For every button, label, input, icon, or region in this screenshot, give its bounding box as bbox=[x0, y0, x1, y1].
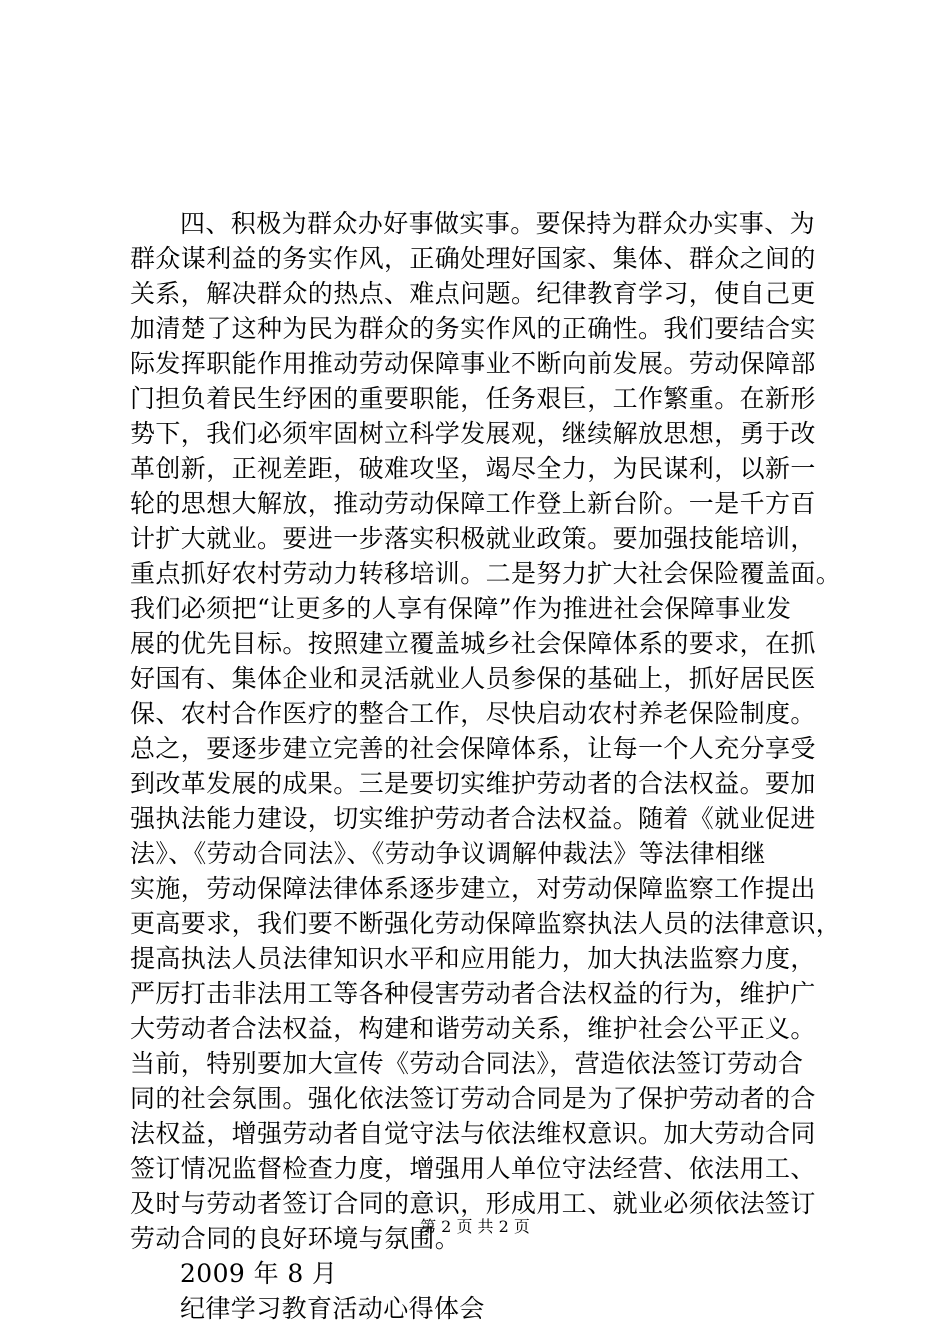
paragraph-line: 劳动合同的良好环境与氛围。 bbox=[130, 1224, 461, 1253]
paragraph-line: 轮的思想大解放，推动劳动保障工作登上新台阶。一是千方百 bbox=[130, 489, 816, 518]
paragraph-line: 更高要求，我们要不断强化劳动保障监察执法人员的法律意识， bbox=[130, 909, 842, 938]
paragraph-line: 保、农村合作医疗的整合工作，尽快启动农村养老保险制度。 bbox=[130, 699, 816, 728]
paragraph-line: 及时与劳动者签订合同的意识，形成用工、就业必须依法签订 bbox=[130, 1189, 816, 1218]
paragraph-line: 法权益，增强劳动者自觉守法与依法维权意识。加大劳动合同 bbox=[130, 1119, 816, 1148]
next-document-title: 纪律学习教育活动心得体会 bbox=[180, 1294, 485, 1323]
paragraph-line: 总之，要逐步建立完善的社会保障体系，让每一个人充分享受 bbox=[130, 734, 816, 763]
paragraph-line: 严厉打击非法用工等各种侵害劳动者合法权益的行为，维护广 bbox=[130, 979, 816, 1008]
paragraph-line: 大劳动者合法权益，构建和谐劳动关系，维护社会公平正义。 bbox=[130, 1014, 816, 1043]
paragraph-line: 法》、《劳动合同法》、《劳动争议调解仲裁法》等法律相继 bbox=[130, 839, 766, 868]
paragraph-line: 四、积极为群众办好事做实事。要保持为群众办实事、为 bbox=[180, 209, 816, 238]
document-body bbox=[130, 206, 850, 1326]
paragraph-line: 门担负着民生纾困的重要职能，任务艰巨，工作繁重。在新形 bbox=[130, 384, 816, 413]
page-footer: 第 2 页 共 2 页 bbox=[420, 1217, 530, 1236]
paragraph-line: 签订情况监督检查力度，增强用人单位守法经营、依法用工、 bbox=[130, 1154, 816, 1183]
paragraph-line: 到改革发展的成果。三是要切实维护劳动者的合法权益。要加 bbox=[130, 769, 816, 798]
paragraph-line: 势下，我们必须牢固树立科学发展观，继续解放思想，勇于改 bbox=[130, 419, 816, 448]
paragraph-line: 计扩大就业。要进一步落实积极就业政策。要加强技能培训， bbox=[130, 524, 816, 553]
paragraph-line: 展的优先目标。按照建立覆盖城乡社会保障体系的要求，在抓 bbox=[130, 629, 816, 658]
paragraph-line: 际发挥职能作用推动劳动保障事业不断向前发展。劳动保障部 bbox=[130, 349, 816, 378]
paragraph-line: 提高执法人员法律知识水平和应用能力，加大执法监察力度， bbox=[130, 944, 816, 973]
paragraph-line: 革创新，正视差距，破难攻坚，竭尽全力，为民谋利，以新一 bbox=[130, 454, 816, 483]
document-date: 2009 年 8 月 bbox=[180, 1259, 338, 1288]
paragraph-line: 加清楚了这种为民为群众的务实作风的正确性。我们要结合实 bbox=[130, 314, 816, 343]
paragraph-line: 好国有、集体企业和灵活就业人员参保的基础上，抓好居民医 bbox=[130, 664, 816, 693]
paragraph-line: 群众谋利益的务实作风，正确处理好国家、集体、群众之间的 bbox=[130, 244, 816, 273]
paragraph-line: 关系，解决群众的热点、难点问题。纪律教育学习，使自己更 bbox=[130, 279, 816, 308]
paragraph-line: 我们必须把“让更多的人享有保障”作为推进社会保障事业发 bbox=[130, 594, 792, 623]
paragraph-line: 重点抓好农村劳动力转移培训。二是努力扩大社会保险覆盖面。 bbox=[130, 559, 842, 588]
paragraph-line: 强执法能力建设，切实维护劳动者合法权益。随着《就业促进 bbox=[130, 804, 816, 833]
paragraph-line: 实施，劳动保障法律体系逐步建立，对劳动保障监察工作提出 bbox=[130, 874, 816, 903]
paragraph-line: 当前，特别要加大宣传《劳动合同法》，营造依法签订劳动合 bbox=[130, 1049, 804, 1078]
paragraph-line: 同的社会氛围。强化依法签订劳动合同是为了保护劳动者的合 bbox=[130, 1084, 816, 1113]
